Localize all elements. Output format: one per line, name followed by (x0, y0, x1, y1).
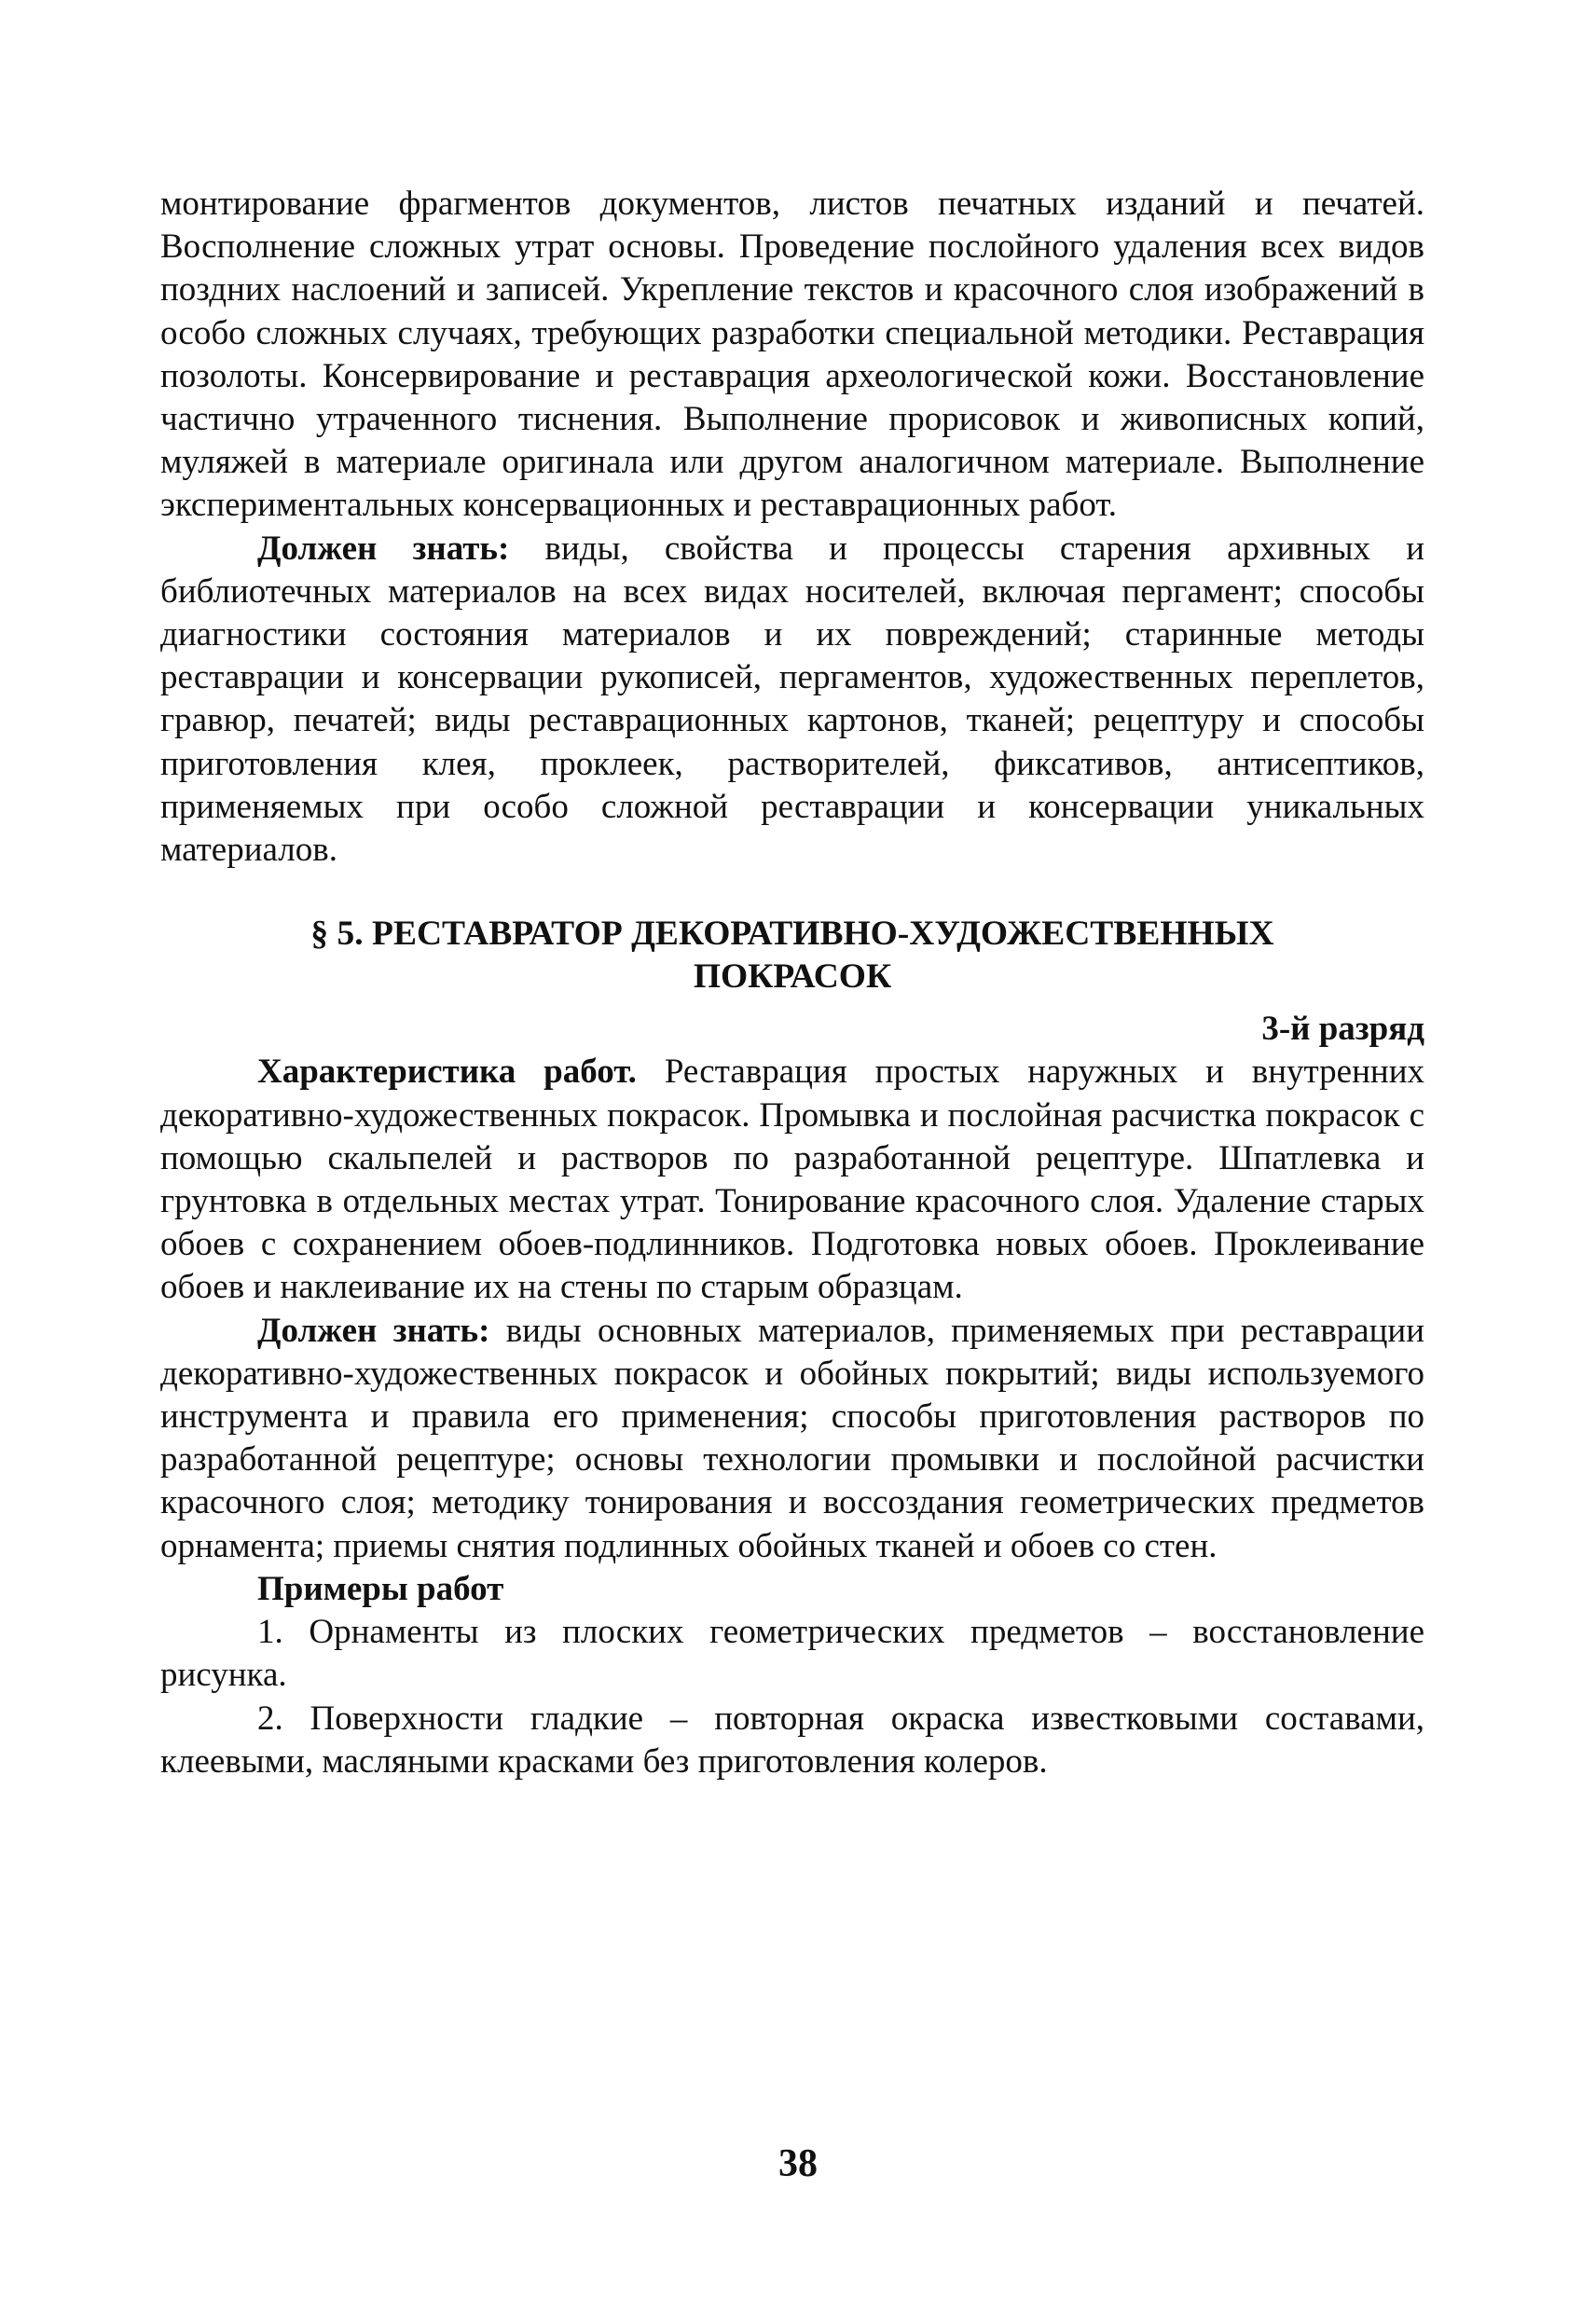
paragraph-must-know-paint (160, 1310, 1424, 1568)
characteristics-label: Характеристика работ. (257, 1053, 637, 1092)
examples-title: Примеры работ (257, 1569, 504, 1608)
document-page (160, 183, 1424, 1783)
example-item-2: 2. Поверхности гладкие – повторная окраска известковыми составами, клеевыми, масляными красками без приготовления колеров. (160, 1699, 1424, 1781)
section-heading-line1: § 5. РЕСТАВРАТОР ДЕКОРАТИВНО-ХУДОЖЕСТВЕННЫХ (310, 915, 1274, 954)
page-number: 38 (778, 2142, 818, 2185)
section-heading-line2: ПОКРАСОК (693, 957, 892, 997)
paragraph-must-know-archive (160, 528, 1424, 873)
paragraph-characteristics (160, 1051, 1424, 1309)
knowledge-label: Должен знать: (257, 1311, 490, 1350)
must-know-text: виды, свойства и процессы старения архивных и библиотечных материалов на всех видах носителей, включая пергамент; способы диагностики состояния материалов и их повреждений; старинные методы реставрации и консервации рукописей, пергаментов, художественных переплетов, гравюр, печатей; виды реставрационных картонов, тканей; рецептуру и способы приготовления клея, проклеек, растворителей, фиксативов, антисептиков, применяемых при особо сложной реставрации и консервации уникальных материалов. (160, 529, 1424, 870)
paragraph-continuation: монтирование фрагментов документов, листов печатных изданий и печатей. Восполнение сложных утрат основы. Проведение послойного удаления всех видов поздних наслоений и записей. Укрепление текстов и красочного слоя изображений в особо сложных случаях, требующих разработки специальной методики. Реставрация позолоты. Консервирование и реставрация археологической кожи. Восстановление частично утраченного тиснения. Выполнение прорисовок и живописных копий, муляжей в материале оригинала или другом аналогичном материале. Выполнение экспериментальных консервационных и реставрационных работ. (160, 185, 1424, 525)
must-know-label: Должен знать: (257, 529, 510, 568)
characteristics-text: Реставрация простых наружных и внутренних декоративно-художественных покрасок. Промывка и послойная расчистка покрасок с помощью скальпелей и растворов по разработанной рецептуре. Шпатлевка и грунтовка в отдельных местах утрат. Тонирование красочного слоя. Удаление старых обоев с сохранением обоев-подлинников. Подготовка новых обоев. Проклеивание обоев и наклеивание их на стены по старым образцам. (160, 1053, 1425, 1307)
example-item-1: 1. Орнаменты из плоских геометрических предметов – восстановление рисунка. (160, 1613, 1424, 1695)
grade-label: 3-й разряд (1261, 1010, 1424, 1049)
knowledge-text: виды основных материалов, применяемых при реставрации декоративно-художественных покрасок и обойных покрытий; виды используемого инструмента и правила его применения; способы приготовления растворов по разработанной рецептуре; основы технологии промывки и послойной расчистки красочного слоя; методику тонирования и воссоздания геометрических предметов орнамента; приемы снятия подлинных обойных тканей и обоев со стен. (160, 1311, 1425, 1565)
section-heading (160, 913, 1424, 998)
